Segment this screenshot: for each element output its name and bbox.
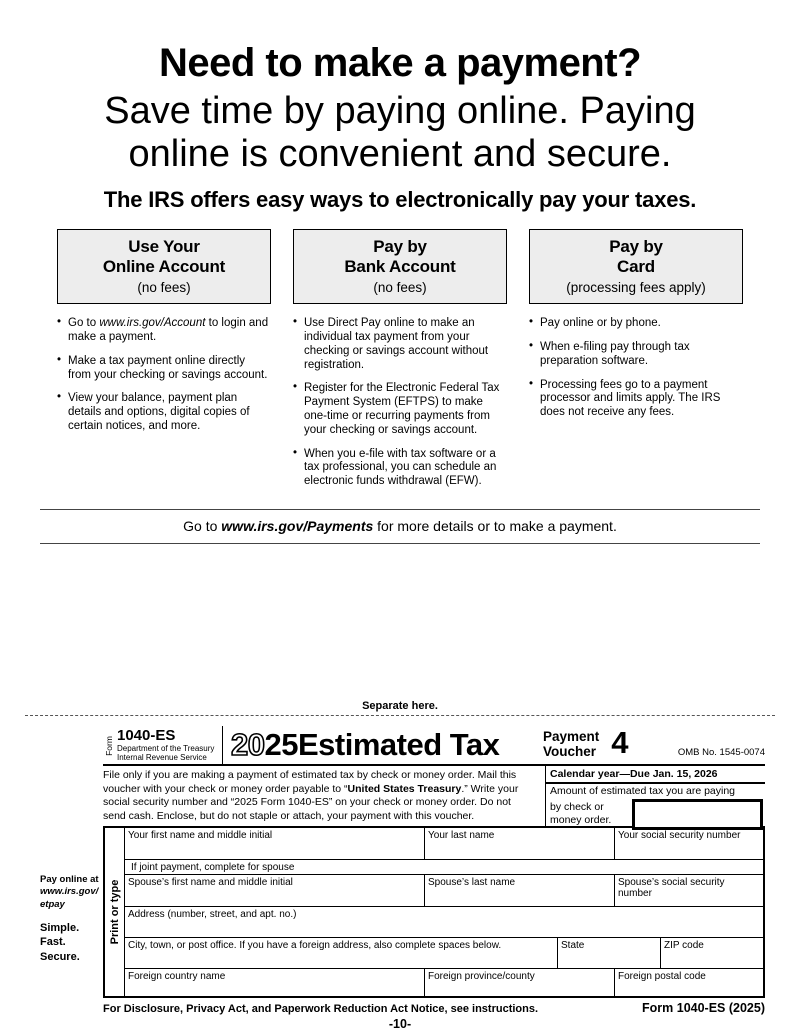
option-online-account: [57, 229, 271, 499]
option-title-line2: Bank Account: [344, 257, 456, 277]
print-or-type-text: Print or type: [108, 879, 121, 945]
voucher-footer: [103, 1001, 765, 1015]
bullet-item: [529, 379, 743, 420]
field-foreign-country[interactable]: [125, 969, 424, 996]
tagline-simple: Simple.: [40, 921, 80, 934]
bullet-item: [57, 355, 271, 383]
payment-voucher: [0, 716, 800, 1015]
payment-options: [0, 229, 800, 499]
field-state[interactable]: [557, 938, 660, 968]
simple-fast-secure: [40, 921, 103, 964]
option-bullets: [57, 317, 271, 434]
text-segment: to login and make a payment.: [68, 317, 269, 343]
voucher-main: [103, 726, 765, 1015]
option-title-line1: Use Your: [128, 237, 200, 257]
payment-voucher-label: [543, 730, 599, 760]
field-label: If joint payment, complete for spouse: [131, 861, 295, 873]
text-segment: When e-filing pay through tax preparation software.: [540, 340, 690, 367]
bullet-item: [57, 317, 271, 345]
option-title-line2: Card: [617, 257, 655, 277]
field-last-name[interactable]: [424, 828, 614, 859]
option-bullets: [293, 317, 507, 489]
field-spouse-last-name[interactable]: [424, 875, 614, 906]
field-city[interactable]: [125, 938, 557, 968]
field-label: Address (number, street, and apt. no.): [128, 908, 297, 920]
text-segment: .” Write your social security number and “2025 Form 1040-ES” on your check or money order. Do not send cash. Enclose, but do not staple or attach, your payment with this voucher.: [103, 782, 519, 822]
field-label: Spouse’s last name: [428, 876, 516, 888]
bullet-item: [529, 341, 743, 369]
text-segment: Pay online or by phone.: [540, 317, 661, 330]
due-date-line: Calendar year—Due Jan. 15, 2026: [546, 766, 765, 784]
pay-online-text: Pay online at: [40, 873, 99, 885]
field-ssn[interactable]: [614, 828, 763, 859]
voucher-number-block: [543, 726, 765, 764]
bullet-item: [529, 317, 743, 331]
payments-info-band: [40, 509, 760, 544]
bullet-item: [293, 448, 507, 489]
option-title-line2: Online Account: [102, 257, 226, 277]
voucher-number: 4: [611, 724, 629, 760]
text-segment: Use Direct Pay online to make an individual tax payment from your checking or savings account without registration.: [304, 317, 489, 371]
voucher-left-gutter: [40, 726, 103, 1015]
fields-rows: [125, 828, 763, 996]
form-number: 1040-ES: [117, 726, 176, 744]
table-row: [125, 874, 763, 906]
option-heading-online-account: [57, 229, 271, 304]
amount-description-line1: Amount of estimated tax you are paying: [550, 784, 736, 797]
emphasized-text: www.irs.gov/Account: [99, 317, 206, 330]
field-spouse-first-name[interactable]: [125, 875, 424, 906]
field-spouse-ssn[interactable]: [614, 875, 763, 906]
footer-notice: For Disclosure, Privacy Act, and Paperwork Reduction Act Notice, see instructions.: [103, 1002, 539, 1015]
option-title: [298, 237, 502, 277]
field-label: City, town, or post office. If you have a foreign address, also complete spaces below.: [128, 939, 502, 951]
print-or-type-label: [105, 828, 125, 996]
text-segment: Register for the Electronic Federal Tax Payment System (EFTPS) to make one-time or recurring payments from your checking or savings account.: [304, 382, 500, 436]
option-heading-bank-account: [293, 229, 507, 304]
form-id-block: [103, 726, 223, 764]
bullet-item: [293, 382, 507, 437]
bullet-item: [293, 317, 507, 372]
joint-payment-note: [125, 860, 763, 874]
text-segment: Go to: [183, 517, 222, 534]
option-heading-card: [529, 229, 743, 304]
page-subtitle: Save time by paying online. Paying online is convenient and secure.: [104, 90, 696, 175]
option-fees-note: (no fees): [137, 280, 191, 296]
amount-zone: [546, 784, 765, 830]
pay-online-note: [40, 874, 103, 911]
field-label: Spouse’s social security number: [618, 876, 725, 900]
emphasized-text: www.irs.gov/Payments: [221, 517, 374, 534]
amount-row: [550, 799, 763, 830]
text-segment: View your balance, payment plan details and options, digital copies of certain notices, and more.: [68, 392, 250, 432]
text-segment: File only if you are making a payment of estimated tax by check or money order. Mail this voucher with your check or money order payable to “: [103, 768, 517, 795]
separate-here-label: Separate here.: [362, 699, 438, 712]
field-first-name[interactable]: [125, 828, 424, 859]
voucher-title-text: Estimated Tax: [297, 726, 500, 762]
separation-section: [0, 700, 800, 716]
page-tagline: The IRS offers easy ways to electronically pay your taxes.: [103, 187, 697, 213]
form-number-block: [115, 726, 214, 762]
text-segment: for more details or to make a payment.: [373, 517, 617, 534]
pay-online-url-part2: etpay: [40, 898, 65, 910]
option-fees-note: (no fees): [373, 280, 427, 296]
field-label: Your social security number: [618, 829, 741, 841]
option-title-line1: Pay by: [373, 237, 427, 257]
omb-number: OMB No. 1545-0074: [677, 746, 765, 758]
table-row: [125, 937, 763, 968]
field-zip[interactable]: [660, 938, 763, 968]
text-segment: When you e-file with tax software or a tax professional, you can schedule an electronic funds withdrawal (EFW).: [304, 447, 497, 488]
field-address[interactable]: [125, 907, 763, 937]
field-label: State: [561, 939, 585, 951]
bullet-item: [57, 392, 271, 433]
tagline-secure: Secure.: [40, 950, 80, 963]
text-segment: Go to: [68, 317, 100, 330]
page-number: -10-: [388, 1016, 412, 1031]
option-bank-account: [293, 229, 507, 499]
field-foreign-province[interactable]: [424, 969, 614, 996]
option-title: [534, 237, 738, 277]
table-row: [125, 968, 763, 996]
pay-online-url: www.irs.gov/: [40, 886, 99, 898]
field-label: Your first name and middle initial: [128, 829, 273, 841]
voucher-fields-table: [103, 826, 765, 998]
irs-line: Internal Revenue Service: [117, 752, 207, 762]
payments-info-line: [40, 510, 760, 543]
footer-form-id: Form 1040-ES (2025): [642, 1000, 765, 1015]
field-label: Foreign province/county: [428, 970, 535, 982]
field-foreign-postal[interactable]: [614, 969, 763, 996]
treasury-dept-line: Department of the Treasury: [117, 743, 215, 753]
page-title: Need to make a payment?: [159, 41, 641, 85]
amount-description-line2: by check or money order.: [550, 800, 612, 826]
voucher-title: [223, 726, 543, 764]
table-row: [125, 828, 763, 859]
tax-year-digits: 25: [264, 726, 298, 762]
amount-panel: [545, 766, 765, 826]
option-title: [62, 237, 266, 277]
field-label: ZIP code: [664, 939, 704, 951]
option-fees-note: (processing fees apply): [566, 280, 706, 296]
tagline-fast: Fast.: [40, 936, 66, 949]
option-title-line1: Pay by: [609, 237, 663, 257]
option-card: [529, 229, 743, 499]
voucher-instructions: [103, 766, 545, 826]
voucher-header-row: [103, 726, 765, 766]
text-segment: Make a tax payment online directly from your checking or savings account.: [68, 354, 268, 381]
field-label: Foreign country name: [128, 970, 226, 982]
field-label: Spouse’s first name and middle initial: [128, 876, 293, 888]
amount-input-box[interactable]: [632, 799, 763, 830]
tax-year-outline-digits: 20: [231, 726, 265, 762]
form-word-text: Form: [104, 735, 114, 756]
field-label: Foreign postal code: [618, 970, 706, 982]
option-bullets: [529, 317, 743, 420]
text-segment: Processing fees go to a payment processor and limits apply. The IRS does not receive any fees.: [540, 378, 721, 419]
payment-word: Payment: [543, 729, 600, 745]
emphasized-text: United States Treasury: [347, 782, 462, 795]
table-row: [125, 859, 763, 874]
voucher-middle-row: [103, 766, 765, 826]
field-label: Your last name: [428, 829, 495, 841]
form-sideways-label: [103, 726, 115, 762]
table-row: [125, 906, 763, 937]
voucher-word: Voucher: [543, 743, 597, 759]
